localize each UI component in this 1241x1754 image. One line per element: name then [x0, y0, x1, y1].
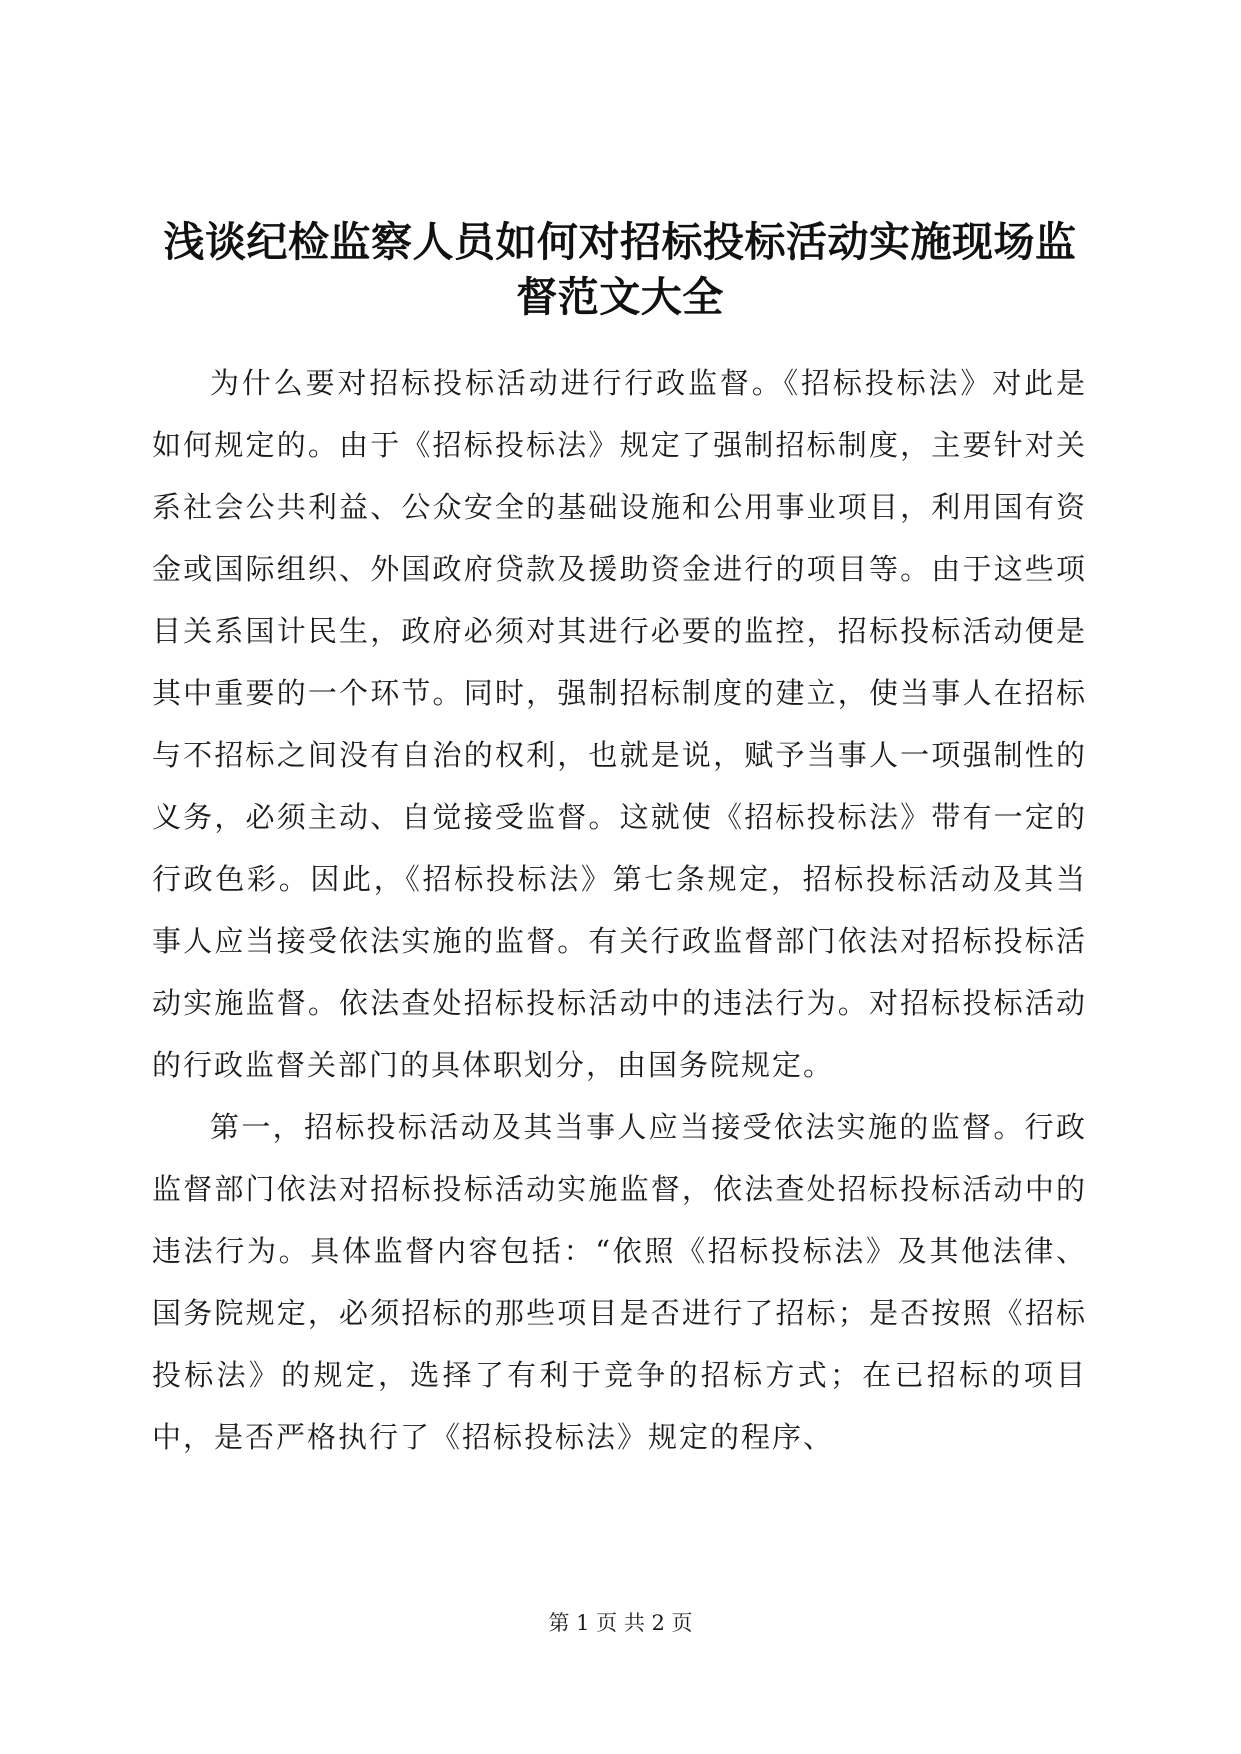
paragraph-2: 第一，招标投标活动及其当事人应当接受依法实施的监督。行政监督部门依法对招标投标活动实施监督，依法查处招标投标活动中的违法行为。具体监督内容包括：“依照《招标投标法》及其他法律、国务院规定，必须招标的那些项目是否进行了招标；是否按照《招标投标法》的规定，选择了有利于竞争的招标方式；在已招标的项目中，是否严格执行了《招标投标法》规定的程序、	[152, 1110, 1087, 1454]
document-body	[152, 352, 1087, 1468]
paragraph-1: 为什么要对招标投标活动进行行政监督。《招标投标法》对此是如何规定的。由于《招标投标法》规定了强制招标制度，主要针对关系社会公共利益、公众安全的基础设施和公用事业项目，利用国有资金或国际组织、外国政府贷款及援助资金进行的项目等。由于这些项目关系国计民生，政府必须对其进行必要的监控，招标投标活动便是其中重要的一个环节。同时，强制招标制度的建立，使当事人在招标与不招标之间没有自治的权利，也就是说，赋予当事人一项强制性的义务，必须主动、自觉接受监督。这就使《招标投标法》带有一定的行政色彩。因此，《招标投标法》第七条规定，招标投标活动及其当事人应当接受依法实施的监督。有关行政监督部门依法对招标投标活动实施监督。依法查处招标投标活动中的违法行为。对招标投标活动的行政监督关部门的具体职划分，由国务院规定。	[152, 366, 1087, 1082]
page-number-footer: 第 1 页 共 2 页	[548, 1611, 693, 1635]
document-title: 浅谈纪检监察人员如何对招标投标活动实施现场监督范文大全	[163, 218, 1077, 321]
